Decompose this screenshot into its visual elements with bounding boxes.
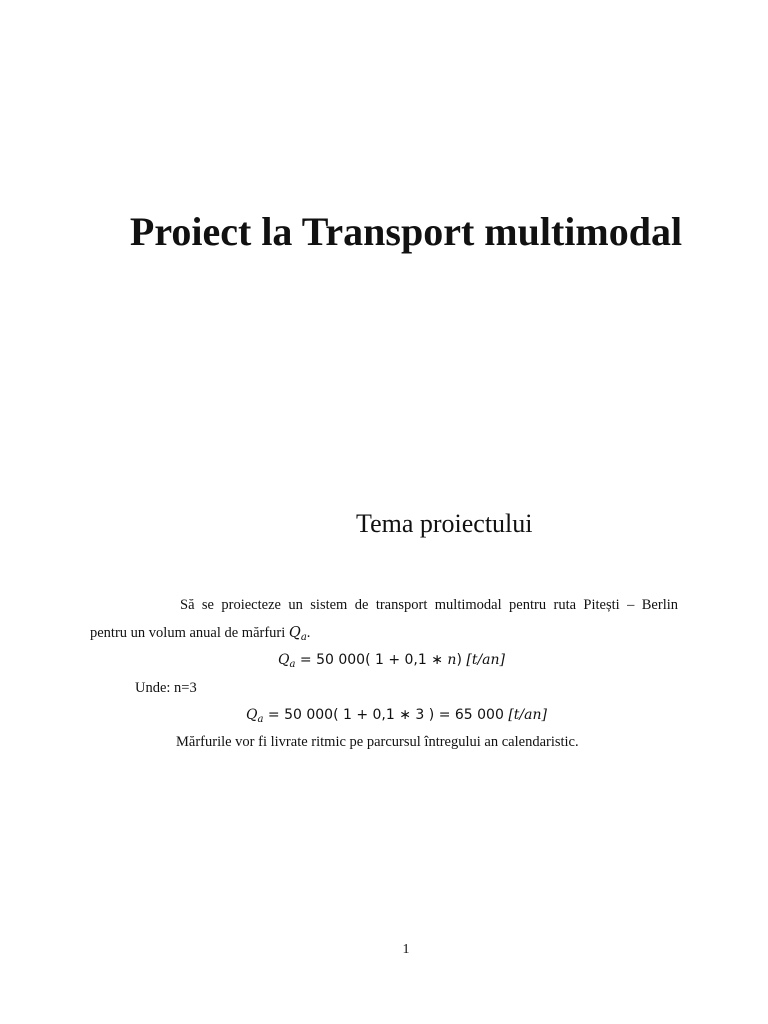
section-heading: Tema proiectului	[356, 509, 533, 538]
paragraph-line-2-end: .	[306, 625, 311, 641]
page-number: 1	[402, 942, 410, 957]
formula-general-lhs: Q	[278, 652, 290, 668]
paragraph-line-2-text: pentru un volum anual de mărfuri	[90, 625, 286, 641]
formula-computed-lhs-subscript: a	[257, 714, 264, 725]
formula-general	[278, 650, 505, 675]
paragraph-line-2	[90, 623, 310, 648]
formula-computed-unit: [t/an]	[508, 707, 547, 723]
quantity-symbol-subscript: a	[300, 632, 307, 643]
formula-computed	[246, 705, 547, 730]
document-title: Proiect la Transport multimodal	[129, 209, 683, 254]
formula-computed-lhs: Q	[246, 707, 258, 723]
formula-computed-rhs: = 50 000( 1 + 0,1 ∗ 3 ) = 65 000	[267, 707, 509, 723]
formula-general-rhs-end: )	[456, 652, 467, 668]
delivery-note: Mărfurile vor fi livrate ritmic pe parcursul întregului an calendaristic.	[176, 734, 579, 750]
paragraph-line-1: Să se proiecteze un sistem de transport multimodal pentru ruta Pitești – Berlin	[180, 597, 678, 613]
formula-general-rhs: = 50 000( 1 + 0,1 ∗	[299, 652, 448, 668]
formula-general-unit: [t/an]	[466, 652, 506, 668]
variable-definition: Unde: n=3	[135, 680, 197, 696]
quantity-symbol: Q	[288, 625, 301, 641]
formula-general-lhs-subscript: a	[289, 659, 296, 670]
formula-general-variable: n	[447, 652, 457, 668]
